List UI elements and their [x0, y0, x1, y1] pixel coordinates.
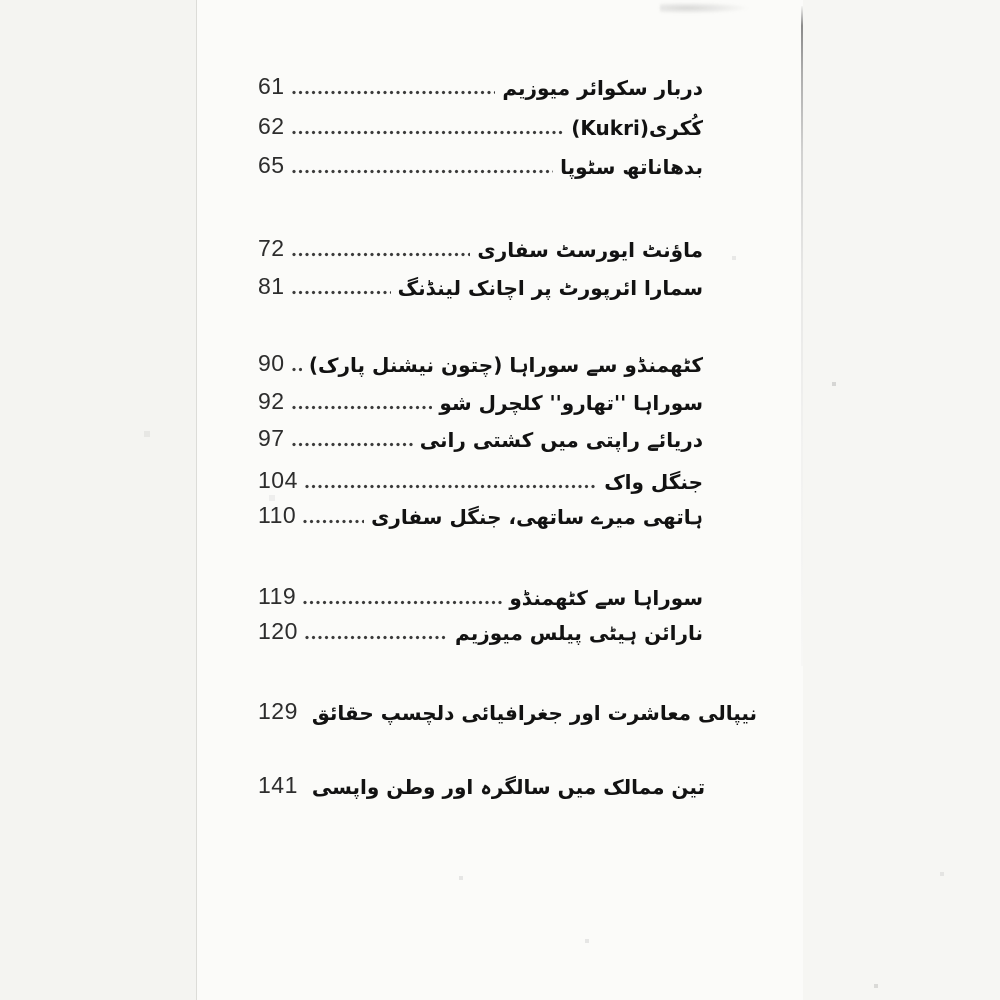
- toc-row: [258, 417, 703, 453]
- dotted-leader: [303, 600, 502, 605]
- toc-entry-title: سمارا ائرپورٹ پر اچانک لینڈنگ: [397, 276, 703, 300]
- dotted-leader: [292, 169, 553, 174]
- toc-row: [258, 610, 703, 646]
- scan-speckles: [0, 0, 2, 2]
- dotted-leader: [292, 252, 471, 257]
- toc-entry-title: نارائن ہیٹی پیلس میوزیم: [455, 621, 703, 645]
- toc-row: [258, 764, 706, 800]
- toc-entry-title: نیپالی معاشرت اور جغرافیائی دلچسپ حقائق: [311, 701, 758, 725]
- toc-row: [258, 494, 703, 530]
- dotted-leader: [292, 442, 413, 447]
- toc-entry-title: کٹھمنڈو سے سوراہا (چتون نیشنل پارک): [308, 353, 703, 377]
- toc-page-number: 61: [258, 73, 285, 99]
- page-crease-line: [801, 6, 803, 666]
- toc-page-number: 120: [258, 618, 298, 644]
- toc-entry-title: بدھاناتھ سٹوپا: [560, 155, 703, 179]
- toc-entry-title: کُکری(Kukri): [571, 116, 703, 140]
- toc-page-number: 129: [258, 698, 298, 724]
- toc-page-number: 62: [258, 113, 285, 139]
- scan-margin-right: [803, 0, 1000, 1000]
- dotted-leader: [305, 635, 448, 640]
- toc-row: [258, 265, 703, 301]
- dotted-leader: [305, 484, 597, 489]
- toc-entry-title: دربار سکوائر میوزیم: [502, 76, 703, 100]
- toc-row: [258, 690, 758, 726]
- scan-margin-left: [0, 0, 197, 1000]
- toc-row: [258, 459, 703, 495]
- toc-row: [258, 144, 703, 180]
- toc-row: [258, 380, 703, 416]
- toc-entry-title: ہاتھی میرے ساتھی، جنگل سفاری: [371, 505, 703, 529]
- scan-smudge: [660, 2, 750, 14]
- dotted-leader: [292, 367, 302, 372]
- toc-row: [258, 342, 703, 378]
- toc-page-number: 110: [258, 502, 297, 528]
- toc-entry-title: دریائے راپتی میں کشتی رانی: [419, 428, 703, 452]
- toc-page-number: 97: [258, 425, 285, 451]
- toc-row: [258, 105, 703, 141]
- toc-page-number: 104: [258, 467, 298, 493]
- toc-entry-title: سوراہا سے کٹھمنڈو: [509, 586, 703, 610]
- toc-page-number: 65: [258, 152, 285, 178]
- toc-entry-title: ماؤنٹ ایورسٹ سفاری: [477, 238, 703, 262]
- toc-entry-title: تین ممالک میں سالگرہ اور وطن واپسی: [311, 775, 706, 799]
- toc-page-number: 92: [258, 388, 285, 414]
- toc-row: [258, 65, 703, 101]
- toc-page-number: 141: [258, 772, 298, 798]
- page-edge-line: [196, 0, 197, 1000]
- dotted-leader: [303, 519, 364, 524]
- toc-page-number: 81: [258, 273, 285, 299]
- dotted-leader: [292, 130, 565, 135]
- toc-row: [258, 227, 703, 263]
- dotted-leader: [292, 90, 496, 95]
- dotted-leader: [292, 290, 391, 295]
- dotted-leader: [292, 405, 433, 410]
- toc-row: [258, 575, 703, 611]
- toc-entry-title: جنگل واک: [604, 470, 703, 494]
- toc-page-number: 119: [258, 583, 297, 609]
- toc-page-number: 90: [258, 350, 285, 376]
- toc-page-number: 72: [258, 235, 285, 261]
- toc-entry-title: سوراہا ''تھارو'' کلچرل شو: [439, 391, 703, 415]
